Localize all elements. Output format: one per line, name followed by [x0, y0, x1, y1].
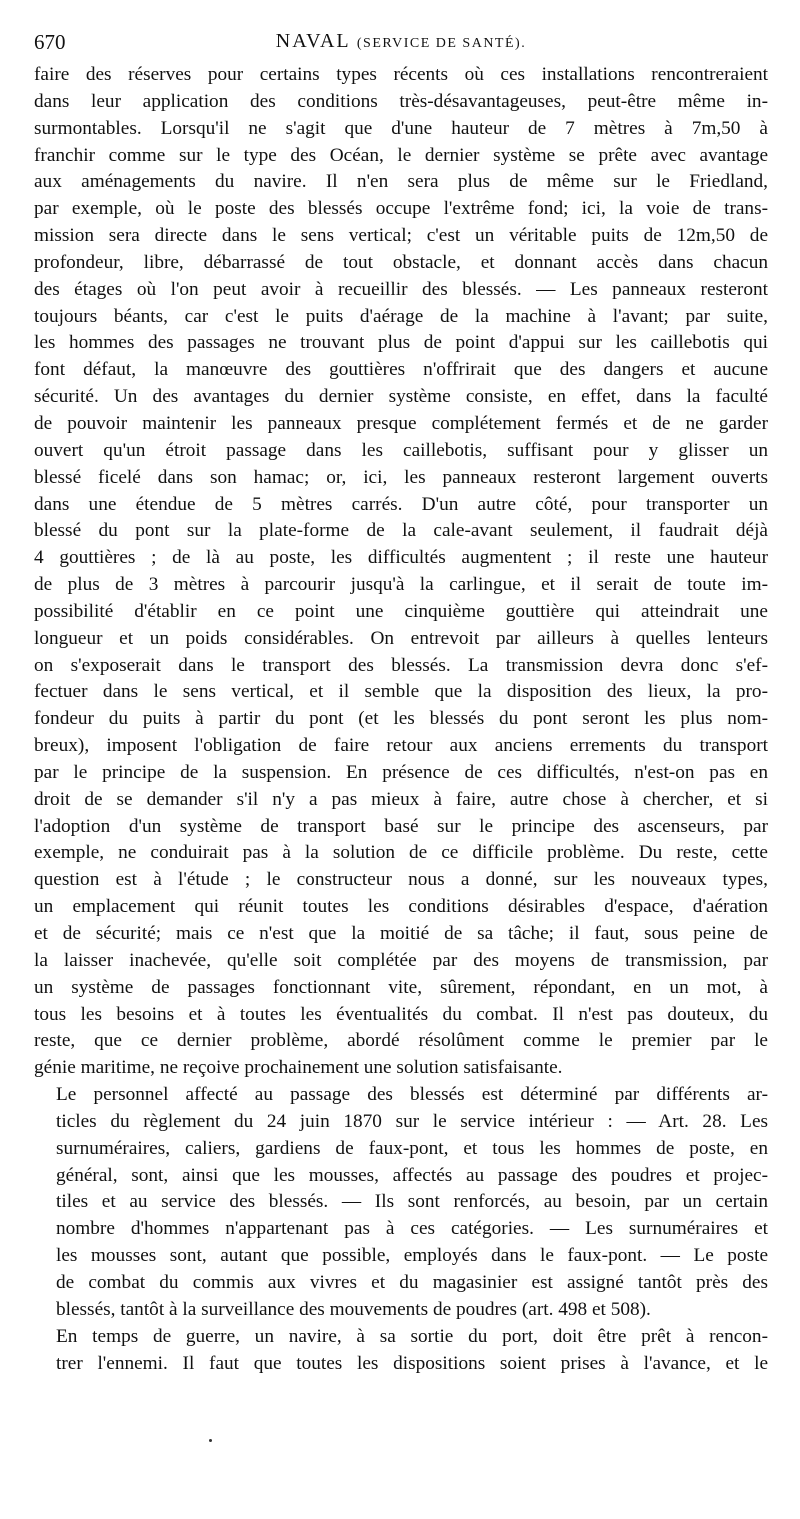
text-line: En temps de guerre, un navire, à sa sortie du port, doit être prêt à rencon-: [56, 1325, 768, 1347]
paragraph-2: [34, 1082, 768, 1324]
text-line: toujours béants, car c'est le puits d'aérage de la machine à l'avant; par suite,: [34, 305, 768, 327]
text-line: l'adoption d'un système de transport basé sur le principe des ascenseurs, par: [34, 815, 768, 837]
text-line: mission sera directe dans le sens vertical; c'est un véritable puits de 12m,50 de: [34, 225, 768, 247]
text-line: faire des réserves pour certains types récents où ces installations rencontreraient: [34, 64, 768, 85]
text-line: franchir comme sur le type des Océan, le dernier système se prête avec avantage: [34, 144, 768, 166]
text-line: Le personnel affecté au passage des blessés est déterminé par différents ar-: [56, 1084, 768, 1106]
running-title: [34, 30, 768, 53]
page-number: 670: [34, 30, 66, 54]
text-line: tiles et au service des blessés. — Ils sont renforcés, au besoin, par un certain: [56, 1191, 768, 1213]
text-line: par le principe de la suspension. En présence de ces difficultés, n'est-on pas en: [34, 761, 768, 783]
paragraph-3: [34, 1324, 768, 1378]
text-line: de combat du commis aux vivres et du magasinier est assigné tantôt près des: [56, 1271, 768, 1293]
body-text: [34, 62, 768, 1377]
text-line: un emplacement qui réunit toutes les conditions désirables d'espace, d'aération: [34, 896, 768, 918]
text-line: surmontables. Lorsqu'il ne s'agit que d'une hauteur de 7 mètres à 7m,50 à: [34, 117, 768, 139]
text-line: la laisser inachevée, qu'elle soit complétée par des moyens de transmission, par: [34, 949, 768, 971]
text-line: ticles du règlement du 24 juin 1870 sur le service intérieur : — Art. 28. Les: [56, 1110, 768, 1132]
running-title-sub: (SERVICE DE SANTÉ).: [356, 36, 527, 51]
ink-speck: [209, 1439, 212, 1442]
text-line: font défaut, la manœuvre des gouttières n'offrirait que des dangers et aucune: [34, 359, 768, 381]
text-line: reste, que ce dernier problème, abordé résolûment comme le premier par le: [34, 1030, 768, 1052]
text-line: des étages où l'on peut avoir à recueillir des blessés. — Les panneaux resteront: [34, 278, 768, 300]
text-line: les hommes des passages ne trouvant plus de point d'appui sur les caillebotis qui: [34, 332, 768, 354]
running-head: [34, 30, 768, 60]
text-line: par exemple, où le poste des blessés occupe l'extrême fond; ici, la voie de trans-: [34, 198, 768, 220]
text-line: blessé ficelé dans son hamac; or, ici, les panneaux resteront largement ouverts: [34, 466, 768, 488]
text-line: ouvert qu'un étroit passage dans les caillebotis, suffisant pour y glisser un: [34, 439, 768, 461]
text-line: possibilité d'établir en ce point une cinquième gouttière qui atteindrait une: [34, 600, 768, 622]
text-line: trer l'ennemi. Il faut que toutes les dispositions soient prises à l'avance, et le: [56, 1352, 768, 1374]
text-line: général, sont, ainsi que les mousses, affectés au passage des poudres et projec-: [56, 1164, 768, 1186]
text-line: dans leur application des conditions très-désavantageuses, peut-être même in-: [34, 90, 768, 112]
text-line: tous les besoins et à toutes les éventualités du combat. Il n'est pas douteux, du: [34, 1003, 768, 1025]
text-line: nombre d'hommes n'appartenant pas à ces catégories. — Les surnuméraires et: [56, 1218, 768, 1240]
text-line: profondeur, libre, débarrassé de tout obstacle, et donnant accès dans chacun: [34, 251, 768, 273]
text-line: un système de passages fonctionnant vite, sûrement, répondant, en un mot, à: [34, 976, 768, 998]
text-line: surnuméraires, caliers, gardiens de faux-pont, et tous les hommes de poste, en: [56, 1137, 768, 1159]
text-line: génie maritime, ne reçoive prochainement une solution satisfaisante.: [34, 1057, 563, 1079]
text-line: on s'exposerait dans le transport des blessés. La transmission devra donc s'ef-: [34, 654, 768, 676]
text-line: dans une étendue de 5 mètres carrés. D'un autre côté, pour transporter un: [34, 493, 768, 515]
text-line: exemple, ne conduirait pas à la solution de ce difficile problème. Du reste, cette: [34, 842, 768, 864]
text-line: droit de se demander s'il n'y a pas mieux à faire, autre chose à chercher, et si: [34, 788, 768, 810]
text-line: les mousses sont, autant que possible, employés dans le faux-pont. — Le poste: [56, 1245, 768, 1267]
text-line: et de sécurité; mais ce n'est que la moitié de sa tâche; il faut, sous peine de: [34, 923, 768, 944]
text-line: fectuer dans le sens vertical, et il semble que la disposition des lieux, la pro-: [34, 681, 768, 703]
running-title-main: NAVAL: [275, 30, 350, 52]
text-line: blessé du pont sur la plate-forme de la cale-avant seulement, il faudrait déjà: [34, 520, 768, 542]
text-line: breux), imposent l'obligation de faire retour aux anciens errements du transport: [34, 735, 768, 757]
text-line: question est à l'étude ; le constructeur nous a donné, sur les nouveaux types,: [34, 869, 768, 891]
text-line: 4 gouttières ; de là au poste, les difficultés augmentent ; il reste une hauteur: [34, 547, 768, 569]
text-line: fondeur du puits à partir du pont (et les blessés du pont seront les plus nom-: [34, 708, 768, 730]
text-line: blessés, tantôt à la surveillance des mouvements de poudres (art. 498 et 508).: [56, 1298, 651, 1320]
text-line: sécurité. Un des avantages du dernier système consiste, en effet, dans la faculté: [34, 386, 768, 408]
text-line: longueur et un poids considérables. On entrevoit par ailleurs à quelles lenteurs: [34, 627, 768, 649]
paragraph-1: [34, 62, 768, 1082]
text-line: aux aménagements du navire. Il n'en sera plus de même sur le Friedland,: [34, 171, 768, 193]
text-line: de plus de 3 mètres à parcourir jusqu'à la carlingue, et il serait de toute im-: [34, 574, 768, 596]
text-line: de pouvoir maintenir les panneaux presque complétement fermés et de ne garder: [34, 412, 768, 434]
